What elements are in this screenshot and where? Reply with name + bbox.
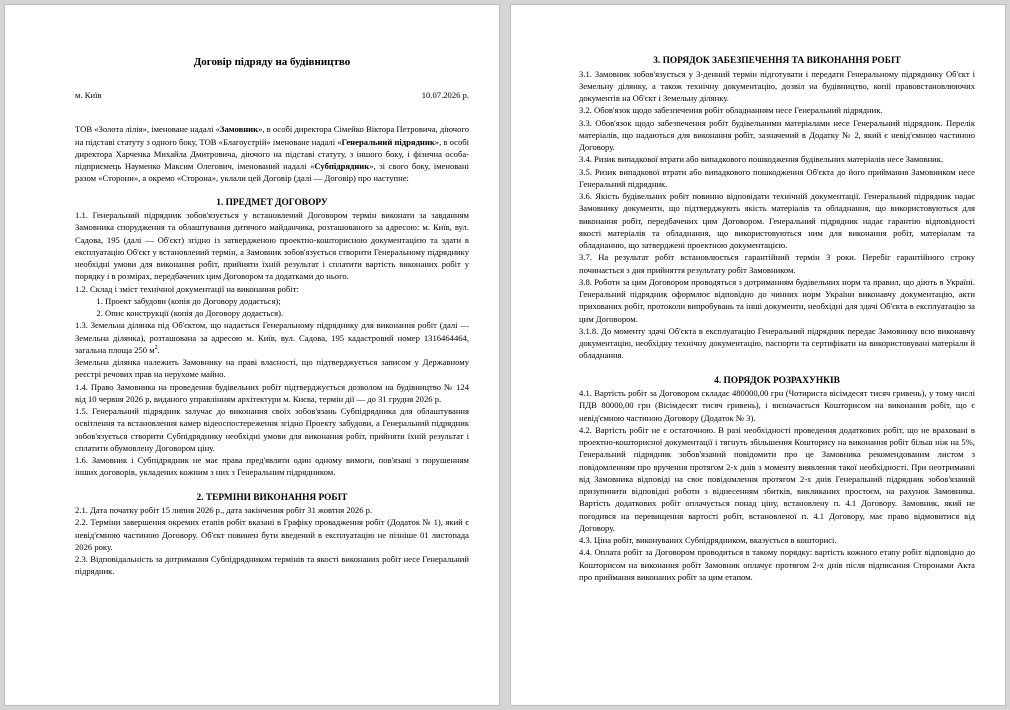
section-4-heading: 4. ПОРЯДОК РОЗРАХУНКІВ — [714, 375, 840, 386]
documentation-list — [75, 295, 469, 320]
parties-text-2: », в особі директора Сімейко Віктора Петровича, діючого на підставі статуту з одного боку, ТОВ «Благоустрій» іменоване надалі « — [75, 124, 470, 147]
clause-1-3-end: . — [157, 344, 160, 355]
clause-4-4: 4.4. Оплата робіт за Договором проводиться в такому порядку: вартість кожного етапу робіт відповідно до Кошторисом на виконання робіт Замовник оплачує протягом 2-х днів після підписання Сторонами Акта про приймання виконаних робіт за цим етапом. — [579, 547, 975, 582]
clause-3-3: 3.3. Обов'язок щодо забезпечення робіт будівельними матеріалами несе Генеральний підрядник. Перелік матеріалів, що надаються для виконання робіт, зазначений в Додатку № 2, який є невід'ємною частиною Договору. — [579, 117, 975, 152]
section-2-heading: 2. ТЕРМІНИ ВИКОНАННЯ РОБІТ — [196, 492, 348, 503]
parties-text-3: », в особі директора Харченка Михайла Дмитровича, діючого на підставі статуту, з іншого боку, і фізична особа-підприємець Науменко Максим Олегович, іменований надалі « — [75, 136, 469, 171]
clause-3-7: 3.7. На результат робіт встановлюється гарантійний термін 3 роки. Перебіг гарантійного строку починається з дня прийняття результату робіт Замовником. — [579, 252, 975, 275]
party-subcontractor: Субпідрядник — [314, 161, 370, 171]
clause-3-1: 3.1. Замовник зобов'язується у 3-денний термін підготувати і передати Генеральному підряднику Об'єкт і Земельну ділянку, а також технічну документацію, дозвіл на будівництво, копії правовстановлюючих документів на Об'єкт і Земельну ділянку. — [579, 68, 975, 103]
clause-3-1-8: 3.1.8. До моменту здачі Об'єкта в експлуатацію Генеральний підрядник передає Замовнику всю виконавчу документацію, необхідну технічну документацію, паспорти та сертифікати на використовувані матеріали й обладнання. — [579, 325, 975, 361]
document-page-2[interactable] — [510, 4, 1006, 706]
clause-3-5: 3.5. Ризик випадкової втрати або випадкового пошкодження Об'єкта до його приймання Замовником несе Генеральний підрядник. — [579, 166, 975, 189]
clause-1-4: 1.4. Право Замовника на проведення будівельних робіт підтверджується дозволом на будівництво № 124 від 10 червня 2026 р, виданого управлінням архітектури м. Києва, термін дії — до 31 грудня 2026 р. — [75, 381, 469, 404]
clause-1-3-ownership: Земельна ділянка належить Замовнику на праві власності, що підтверджується записом у Державному реєстрі речових прав на нерухоме майно. — [75, 357, 469, 380]
section-3-heading: 3. ПОРЯДОК ЗАБЕЗПЕЧЕННЯ ТА ВИКОНАННЯ РОБІТ — [653, 56, 901, 66]
clause-4-1: 4.1. Вартість робіт за Договором складає 480000,00 грн (Чотириста вісімдесят тисяч гривень), у тому числі ПДВ 80000,00 грн (Вісімдесят тисяч гривень), і визначається Кошторисом на виконання робіт, що є невід'ємною частиною Договору (Додаток № 3). — [579, 388, 975, 423]
document-page-1[interactable] — [4, 4, 500, 706]
party-customer: Замовник — [219, 124, 259, 135]
clause-3-4: 3.4. Ризик випадкової втрати або випадкового пошкодження будівельних матеріалів несе Замовник. — [579, 154, 944, 165]
clause-1-1: 1.1. Генеральний підрядник зобов'язується у встановлений Договором термін виконати за завданням Замовника спорудження та облаштування дитячого майданчика, розташованого за адресою: м. Київ, вул. Садова, 195 (далі — Об'єкт) згідно із затвердженою проектно-кошторисною документацією та здати в експлуатацію Об'єкт у встановлений термін, а Замовник зобов'язується створити Генеральному підряднику необхідні умови для виконання робіт, прийняти їхній результат і сплатити вартість виконаних робіт у порядку і в розмірах, передбачених цим Договором та додатками до нього. — [75, 210, 469, 282]
clause-3-6: 3.6. Якість будівельних робіт повинно відповідати технічній документації. Генеральний підрядник надає Замовнику документи, що підтверджують якість матеріалів та обладнання, що використовуються для виконання робіт, передбачених цим Договором. Генеральний підрядник надає гарантію відповідності якості матеріалів та обладнання, що використовуються ним для виконання робіт, матеріалам та обладнанню, що затверджені проектною документацією. — [579, 191, 975, 250]
area-unit-superscript: 2 — [154, 344, 158, 351]
parties-paragraph — [75, 123, 469, 184]
parties-text-4: », зі свого боку, іменовані разом «Сторони», а окремо «Сторона», уклали цей Договір (далі — Договір) про наступне: — [75, 161, 469, 184]
section-1-heading: 1. ПРЕДМЕТ ДОГОВОРУ — [216, 197, 328, 208]
clause-2-1: 2.1. Дата початку робіт 15 липня 2026 р., дата закінчення робіт 31 жовтня 2026 р. — [75, 505, 373, 515]
parties-text-1: ТОВ «Золота лілія», іменоване надалі « — [75, 124, 220, 135]
list-item: 2. Опис конструкції (копія до Договору додається). — [105, 307, 469, 319]
clause-3-8: 3.8. Роботи за цим Договором проводяться з дотриманням будівельних норм та правил, що діють в Україні. Генеральний підрядник оформлює відповідно до чинних норм України виконавчу документацію, акти прихованих робіт, протоколи випробувань та інші документи, необхідні для здачі Об'єкта в експлуатацію за цим Договором. — [579, 276, 975, 324]
clause-2-3: 2.3. Відповідальність за дотримання Субпідрядником термінів та якості виконаних робіт несе Генеральний підрядник. — [75, 554, 469, 577]
clause-4-2: 4.2. Вартість робіт не є остаточною. В разі необхідності проведення додаткових робіт, що не враховані в проектно-кошторисної документації і тягнуть збільшення Кошторису на виконання робіт більш ніж на 5%, Генеральний підрядник зобов'язаний повідомити про це Замовника рекомендованим листом з повідомленням про вручення протягом 2-х днів з моменту виявлення такої необхідності. При неотриманні від Замовника відповіді на своє повідомлення протягом 2-х днів Генеральний підрядник зобов'язаний призупинити відповідні роботи з віднесенням збитків, викликаних простоєм, на рахунок Замовника. Вартість додаткових робіт оплачується понад ціну, встановлену п. 4.1 Договору. Замовник, який не погодився на перевищення вартості робіт, встановленої п. 4.1 Договору, має право відмовитися від Договору. — [579, 424, 975, 533]
clause-2-2: 2.2. Терміни завершення окремих етапів робіт вказані в Графіку провадження робіт (Додаток № 1), який є невід'ємною частиною Договору. Об'єкт повинен бути введений в експлуатацію не пізніше 01 листопада 2026 року. — [75, 517, 469, 552]
clause-3-2: 3.2. Обов'язок щодо забезпечення робіт обладнанням несе Генеральний підрядник. — [579, 105, 883, 116]
clause-1-2: 1.2. Склад і зміст технічної документації на виконання робіт: — [75, 283, 299, 294]
document-title: Договір підряду на будівництво — [193, 56, 351, 68]
city: м. Київ — [75, 90, 102, 100]
clause-1-5: 1.5. Генеральний підрядник залучає до виконання своїх зобов'язань Субпідрядника для облаштування освітлення та встановлення камер відеоспостереження згідно Проекту забудови, а Генеральний підрядник зобов'язується створити Субпідряднику необхідні умови для виконання робіт, прийняти їхній результат і сплатити обумовлену Договором ціну. — [75, 406, 469, 453]
contract-date: 10.07.2026 р. — [421, 90, 469, 100]
clause-4-3: 4.3. Ціна робіт, виконуваних Субпідрядником, вказується в кошторисі. — [579, 535, 837, 545]
clause-1-6: 1.6. Замовник і Субпідрядник не має права пред'являти один одному вимоги, пов'язані з порушенням інших договорів, укладених кожним з них з Генеральним підрядником. — [75, 455, 469, 478]
place-date-line — [75, 89, 469, 101]
clause-1-3-text: 1.3. Земельна ділянка під Об'єктом, що надається Генеральному підряднику для виконання робіт (далі — Земельна ділянка), розташована за адресою м. Київ, вул. Садова, 195 кадастровий номер 1316464464, загальна площа 250 м — [75, 320, 469, 355]
clause-1-3 — [75, 319, 469, 356]
list-item: 1. Проект забудови (копія до Договору додається); — [105, 295, 469, 307]
party-general-contractor: Генеральний підрядник — [341, 136, 435, 147]
